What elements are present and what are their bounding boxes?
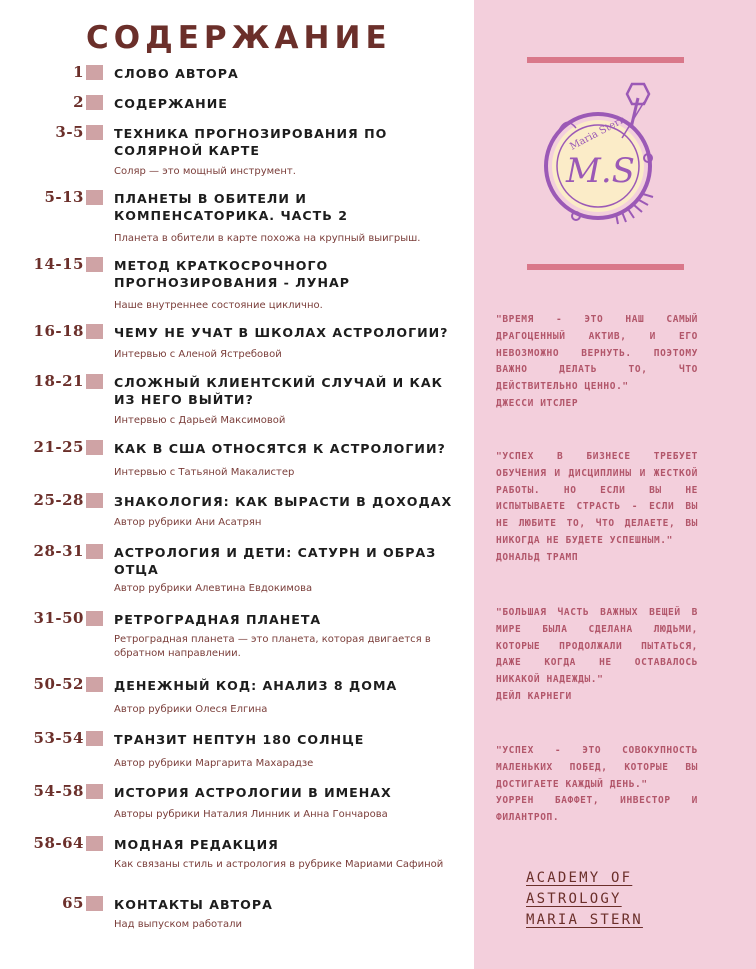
bullet-square (86, 731, 103, 746)
page-number: 50-52 (33, 675, 84, 693)
page-number: 58-64 (33, 834, 84, 852)
academy-line: ASTROLOGY (526, 891, 622, 907)
page-title: СОДЕРЖАНИЕ (86, 20, 392, 56)
quote-block (496, 605, 698, 706)
bullet-square (86, 324, 103, 339)
bullet-square (86, 65, 103, 80)
page-number: 54-58 (33, 782, 84, 800)
page-number: 21-25 (33, 438, 84, 456)
quote-block (496, 743, 698, 827)
bullet-square (86, 611, 103, 626)
entry-subtitle: Авторы рубрики Наталия Линник и Анна Гончарова (114, 809, 388, 820)
entry-heading: СЛОВО АВТОРА (114, 66, 239, 81)
academy-line: MARIA STERN (526, 912, 643, 928)
bullet-square (86, 836, 103, 851)
bullet-square (86, 125, 103, 140)
bullet-square (86, 95, 103, 110)
entry-heading: АСТРОЛОГИЯ И ДЕТИ: САТУРН И ОБРАЗ ОТЦА (114, 545, 437, 577)
entry-subtitle: Соляр — это мощный инструмент. (114, 166, 296, 177)
quote-author: ДЕЙЛ КАРНЕГИ (496, 690, 572, 702)
page-number: 2 (73, 93, 84, 111)
entry-subtitle: Автор рубрики Маргарита Махарадзе (114, 758, 314, 769)
page-number: 18-21 (33, 372, 84, 390)
entry-heading: МЕТОД КРАТКОСРОЧНОГО ПРОГНОЗИРОВАНИЯ - ЛУНАР (114, 258, 350, 290)
entry-heading: ИСТОРИЯ АСТРОЛОГИИ В ИМЕНАХ (114, 785, 392, 800)
entry-subtitle: Интервью с Татьяной Макалистер (114, 467, 295, 478)
page-number: 14-15 (33, 255, 84, 273)
bullet-square (86, 257, 103, 272)
bullet-square (86, 784, 103, 799)
entry-heading: КАК В США ОТНОСЯТСЯ К АСТРОЛОГИИ? (114, 441, 446, 456)
quote-author: УОРРЕН БАФФЕТ, ИНВЕСТОР И ФИЛАНТРОП. (496, 795, 698, 824)
page-number: 1 (73, 63, 84, 81)
divider-bar-top (527, 57, 684, 63)
maria-stern-logo (536, 78, 676, 228)
entry-heading: СЛОЖНЫЙ КЛИЕНТСКИЙ СЛУЧАЙ И КАК ИЗ НЕГО ВЫЙТИ? (114, 375, 443, 407)
entry-subtitle: Интервью с Аленой Ястребовой (114, 349, 282, 360)
page-number: 5-13 (44, 188, 84, 206)
quote-author: ДЖЕССИ ИТСЛЕР (496, 397, 579, 409)
bullet-square (86, 677, 103, 692)
page-number: 28-31 (33, 542, 84, 560)
quote-block (496, 449, 698, 567)
quote-text: "УСПЕХ В БИЗНЕСЕ ТРЕБУЕТ ОБУЧЕНИЯ И ДИСЦИПЛИНЫ И ЖЕСТКОЙ РАБОТЫ. НО ЕСЛИ ВЫ НЕ ИСПЫТЫВАЕТЕ СТРАСТЬ - ЕСЛИ ВЫ НЕ ЛЮБИТЕ ТО, ЧТО ДЕЛАЕТЕ, ВЫ НИКОГДА НЕ БУДЕТЕ УСПЕШНЫМ." (496, 451, 698, 546)
logo-text: Maria Stern (568, 114, 628, 153)
page-number: 16-18 (33, 322, 84, 340)
academy-link[interactable] (526, 868, 643, 931)
page-number: 65 (62, 894, 84, 912)
entry-heading: РЕТРОГРАДНАЯ ПЛАНЕТА (114, 612, 322, 627)
entry-heading: ТРАНЗИТ НЕПТУН 180 СОЛНЦЕ (114, 732, 365, 747)
bullet-square (86, 374, 103, 389)
page-number: 53-54 (33, 729, 84, 747)
page-number: 25-28 (33, 491, 84, 509)
academy-line: ACADEMY OF (526, 870, 633, 886)
entry-heading: КОНТАКТЫ АВТОРА (114, 897, 273, 912)
entry-subtitle: Ретроградная планета — это планета, которая двигается в обратном направлении. (114, 634, 431, 659)
bullet-square (86, 896, 103, 911)
entry-heading: ЧЕМУ НЕ УЧАТ В ШКОЛАХ АСТРОЛОГИИ? (114, 325, 449, 340)
quote-author: ДОНАЛЬД ТРАМП (496, 551, 579, 563)
entry-heading: МОДНАЯ РЕДАКЦИЯ (114, 837, 279, 852)
entry-heading: ЗНАКОЛОГИЯ: КАК ВЫРАСТИ В ДОХОДАХ (114, 494, 453, 509)
entry-heading: ПЛАНЕТЫ В ОБИТЕЛИ И КОМПЕНСАТОРИКА. ЧАСТЬ 2 (114, 191, 348, 223)
bullet-square (86, 493, 103, 508)
bullet-square (86, 544, 103, 559)
entry-subtitle: Как связаны стиль и астрология в рубрике Мариами Сафиной (114, 859, 444, 870)
entry-subtitle: Автор рубрики Олеся Елгина (114, 704, 268, 715)
quote-text: "БОЛЬШАЯ ЧАСТЬ ВАЖНЫХ ВЕЩЕЙ В МИРЕ БЫЛА СДЕЛАНА ЛЮДЬМИ, КОТОРЫЕ ПРОДОЛЖАЛИ ПЫТАТЬСЯ, ДАЖЕ КОГДА НЕ ОСТАВАЛОСЬ НИКАКОЙ НАДЕЖДЫ." (496, 607, 698, 686)
entry-heading: ДЕНЕЖНЫЙ КОД: АНАЛИЗ 8 ДОМА (114, 678, 398, 693)
page-number: 3-5 (55, 123, 84, 141)
bullet-square (86, 190, 103, 205)
quote-text: "ВРЕМЯ - ЭТО НАШ САМЫЙ ДРАГОЦЕННЫЙ АКТИВ, И ЕГО НЕВОЗМОЖНО ВЕРНУТЬ. ПОЭТОМУ ВАЖНО ДЕЛАТЬ ТО, ЧТО ДЕЙСТВИТЕЛЬНО ЦЕННО." (496, 314, 698, 393)
entry-subtitle: Автор рубрики Ани Асатрян (114, 517, 262, 528)
entry-subtitle: Планета в обители в карте похожа на крупный выигрыш. (114, 233, 421, 244)
logo-monogram: M.S (566, 151, 635, 191)
quote-text: "УСПЕХ - ЭТО СОВОКУПНОСТЬ МАЛЕНЬКИХ ПОБЕД, КОТОРЫЕ ВЫ ДОСТИГАЕТЕ КАЖДЫЙ ДЕНЬ." (496, 745, 698, 790)
entry-subtitle: Наше внутреннее состояние циклично. (114, 300, 323, 311)
page-number: 31-50 (33, 609, 84, 627)
entry-subtitle: Автор рубрики Алевтина Евдокимова (114, 583, 313, 594)
entry-heading: ТЕХНИКА ПРОГНОЗИРОВАНИЯ ПО СОЛЯРНОЙ КАРТЕ (114, 126, 388, 158)
entry-heading: СОДЕРЖАНИЕ (114, 96, 228, 111)
entry-subtitle: Интервью с Дарьей Максимовой (114, 415, 286, 426)
divider-bar-bottom (527, 264, 684, 270)
bullet-square (86, 440, 103, 455)
quote-block (496, 312, 698, 413)
entry-subtitle: Над выпуском работали (114, 919, 242, 930)
